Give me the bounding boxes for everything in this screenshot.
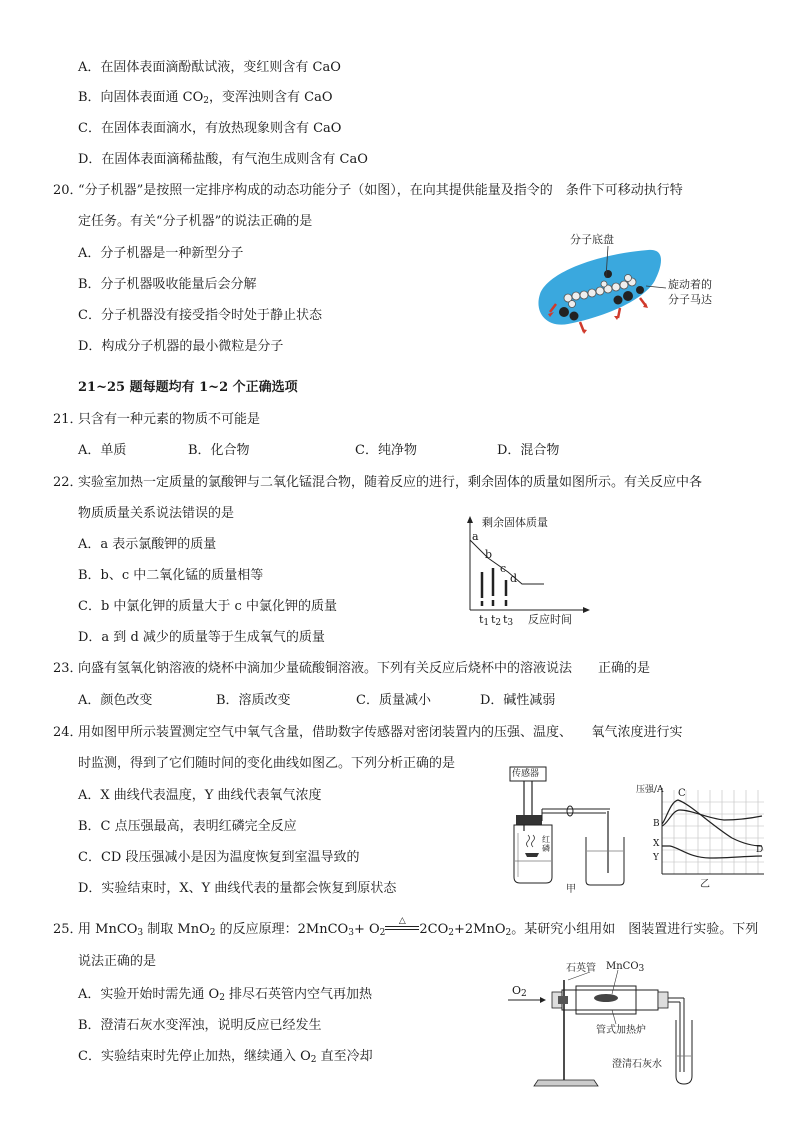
q24-number: 24．: [53, 725, 83, 740]
q22-stem-line1: 实验室加热一定质量的氯酸钾与二氧化锰混合物，随着反应的进行，剩余固体的质量如图所示。有关反应中各: [78, 475, 703, 490]
q23-stem: 向盛有氢氧化钠溶液的烧杯中滴加少量硫酸铜溶液。下列有关反应后烧杯中的溶液说法 正确的是: [78, 661, 651, 676]
q22-option-a: A．a 表示氯酸钾的质量: [78, 537, 217, 552]
q22-option-b: B．b、c 中二氧化锰的质量相等: [78, 568, 264, 583]
q20-option-b: B．分子机器吸收能量后会分解: [78, 277, 257, 292]
q25-stem-line2: 说法正确的是: [78, 954, 157, 969]
point-b-label: b: [485, 548, 493, 561]
q19-option-d: D．在固体表面滴稀盐酸，有气泡生成则含有 CaO: [78, 152, 368, 167]
q23-option-a: A．颜色改变: [78, 693, 153, 708]
point-c-label: C: [678, 788, 686, 799]
quartz-tube-label: 石英管: [566, 963, 596, 974]
q23-option-c: C．质量减小: [356, 693, 431, 708]
q23-option-b: B．溶质改变: [216, 693, 291, 708]
figure-jia-label: 甲: [566, 884, 576, 895]
limewater-label: 澄清石灰水: [612, 1059, 662, 1070]
curve-y-label: Y: [653, 853, 659, 863]
mno2-apparatus-figure: [508, 960, 704, 1090]
q21-option-a: A．单质: [78, 443, 127, 458]
pressure-curves-chart: [636, 780, 770, 892]
q22-option-c: C．b 中氯化钾的质量大于 c 中氯化钾的质量: [78, 599, 337, 614]
mnco3-label: MnCO$_3$: [606, 961, 645, 974]
q23-number: 23．: [53, 661, 83, 676]
oxygen-apparatus-figure: [506, 765, 630, 893]
point-d-label: d: [510, 572, 518, 585]
molecular-machine-figure: [528, 232, 712, 342]
q22-number: 22．: [53, 475, 83, 490]
q19-option-c: C．在固体表面滴水，有放热现象则含有 CaO: [78, 121, 342, 136]
q22-stem-line2: 物质质量关系说法错误的是: [78, 506, 235, 521]
chart-ylabel: 剩余固体质量: [482, 516, 548, 529]
figure-yi-label: 乙: [700, 879, 710, 890]
q25-number: 25．: [53, 922, 83, 937]
curve-x-label: X: [653, 839, 660, 849]
q21-stem: 只含有一种元素的物质不可能是: [78, 412, 261, 427]
chart-xlabel: 反应时间: [528, 613, 572, 626]
sensor-label: 传感器: [512, 769, 540, 779]
q20-option-c: C．分子机器没有接受指令时处于静止状态: [78, 308, 322, 323]
q24-option-b: B．C 点压强最高，表明红磷完全反应: [78, 819, 297, 834]
solid-mass-chart: [460, 510, 600, 630]
q25-option-c: C．实验结束时先停止加热，继续通入 $O_2$ 直至冷却: [78, 1049, 373, 1065]
q20-option-d: D．构成分子机器的最小微粒是分子: [78, 339, 284, 354]
heat-equals-sign: △: [385, 921, 419, 939]
q25-option-a: A．实验开始时需先通 $O_2$ 排尽石英管内空气再加热: [78, 987, 373, 1003]
tick-t3: $t_3$: [503, 613, 514, 628]
molecular-base-label: 分子底盘: [570, 233, 614, 246]
q24-option-a: A．X 曲线代表温度，Y 曲线代表氧气浓度: [78, 788, 322, 803]
q25-option-b: B．澄清石灰水变浑浊，说明反应已经发生: [78, 1018, 322, 1033]
point-c-label: c: [500, 562, 507, 575]
point-b-label: B: [653, 819, 660, 829]
rotating-motor-label-1: 旋动着的: [668, 278, 712, 291]
q24-option-c: C．CD 段压强减小是因为温度恢复到室温导致的: [78, 850, 360, 865]
q21-number: 21．: [53, 412, 83, 427]
q25-stem-line1: 用 MnCO$_3$ 制取 MnO$_2$ 的反应原理：2MnCO$_3$+ $O_2$ △ $2CO_2+2MnO_2$。某研究小组用如 图装置进行实验。下列: [78, 916, 759, 938]
q22-option-d: D．a 到 d 减少的质量等于生成氧气的质量: [78, 630, 325, 645]
q24-stem-line2: 时监测，得到了它们随时间的变化曲线如图乙。下列分析正确的是: [78, 756, 456, 771]
o2-inlet-label: $O_2$: [512, 984, 527, 999]
rotating-motor-label-2: 分子马达: [668, 293, 712, 306]
oxygen-apparatus-svg: [506, 765, 630, 893]
q20-stem-line1: “分子机器”是按照一定排序构成的动态功能分子（如图），在向其提供能量及指令的 条件下可移动执行特: [78, 183, 683, 198]
q21-option-d: D．混合物: [497, 443, 560, 458]
section-note: 21~25 题每题均有 1~2 个正确选项: [78, 380, 298, 395]
q21-option-c: C．纯净物: [355, 443, 417, 458]
q24-option-d: D．实验结束时，X、Y 曲线代表的量都会恢复到原状态: [78, 881, 397, 896]
q19-option-a: A．在固体表面滴酚酞试液，变红则含有 CaO: [78, 60, 341, 75]
q20-number: 20．: [53, 183, 83, 198]
tube-furnace-label: 管式加热炉: [596, 1025, 646, 1036]
tick-t1: $t_1$: [479, 613, 490, 628]
point-d-label: D: [756, 845, 764, 855]
q21-option-b: B．化合物: [188, 443, 250, 458]
q19-option-b: B．向固体表面通 $CO_2$，变浑浊则含有 CaO: [78, 90, 333, 106]
red-phosphorus-label: 红磷: [542, 835, 550, 853]
point-a-label: a: [472, 530, 479, 543]
q24-stem-line1: 用如图甲所示装置测定空气中氧气含量，借助数字传感器对密闭装置内的压强、温度、 氧气浓度进行实: [78, 725, 683, 740]
q20-stem-line2: 定任务。有关“分子机器”的说法正确的是: [78, 214, 313, 229]
q23-option-d: D．碱性减弱: [480, 693, 556, 708]
q20-option-a: A．分子机器是一种新型分子: [78, 246, 244, 261]
chart-yaxis-label: 压强/A: [636, 785, 664, 795]
tick-t2: $t_2$: [491, 613, 502, 628]
